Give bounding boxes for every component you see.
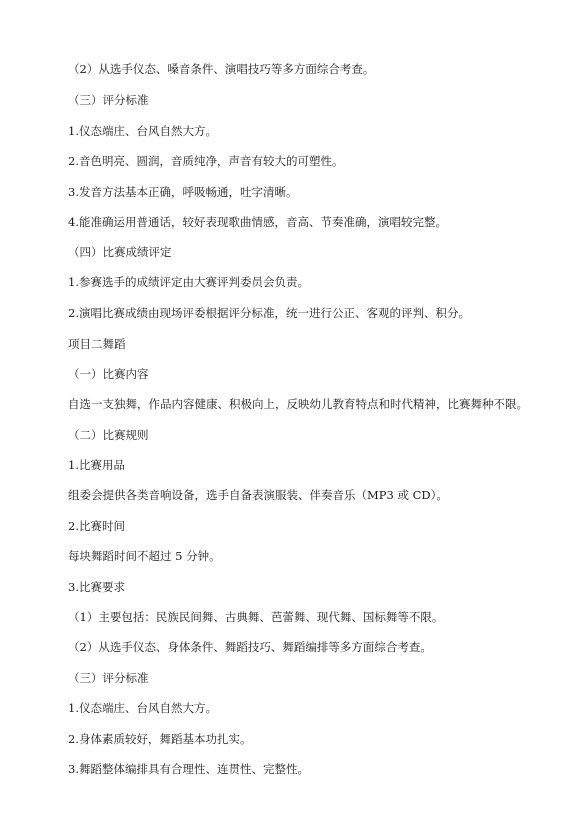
paragraph-line: 每块舞蹈时间不超过 5 分钟。 — [68, 549, 221, 563]
project-heading: 项目二舞蹈 — [68, 337, 126, 351]
subsection-heading: 2.比赛时间 — [68, 519, 125, 533]
paragraph-line: 2.身体素质较好，舞蹈基本功扎实。 — [68, 732, 252, 746]
paragraph-line: 3.发音方法基本正确，呼吸畅通，吐字清晰。 — [68, 185, 298, 199]
paragraph-line: 自选一支独舞，作品内容健康、积极向上，反映幼儿教育特点和时代精神，比赛舞种不限。 — [68, 397, 528, 411]
paragraph-line: 4.能准确运用普通话，较好表现歌曲情感，音高、节奏准确，演唱较完整。 — [68, 215, 447, 229]
section-heading: （一）比赛内容 — [68, 367, 149, 381]
paragraph-line: 2.音色明亮、圆润，音质纯净，声音有较大的可塑性。 — [68, 154, 344, 168]
paragraph-line: （2）从选手仪态、嗓音条件、演唱技巧等多方面综合考查。 — [68, 62, 375, 76]
subsection-heading: 1.比赛用品 — [68, 458, 125, 472]
paragraph-line: 组委会提供各类音响设备，选手自备表演服装、伴奏音乐（MP3 或 CD）。 — [68, 488, 448, 502]
paragraph-line: （2）从选手仪态、身体条件、舞蹈技巧、舞蹈编排等多方面综合考查。 — [68, 640, 432, 654]
subsection-heading: 3.比赛要求 — [68, 580, 125, 594]
section-heading: （三）评分标准 — [68, 93, 149, 107]
paragraph-line: 1.参赛选手的成绩评定由大赛评判委员会负责。 — [68, 275, 309, 289]
paragraph-line: 3.舞蹈整体编排具有合理性、连贯性、完整性。 — [68, 762, 309, 776]
section-heading: （三）评分标准 — [68, 671, 149, 685]
paragraph-line: 1.仪态端庄、台风自然大方。 — [68, 124, 217, 138]
paragraph-line: 2.演唱比赛成绩由现场评委根据评分标准，统一进行公正、客观的评判、积分。 — [68, 306, 470, 320]
paragraph-line: （1）主要包括：民族民间舞、古典舞、芭蕾舞、现代舞、国标舞等不限。 — [68, 610, 444, 624]
section-heading: （四）比赛成绩评定 — [68, 245, 172, 259]
section-heading: （二）比赛规则 — [68, 428, 149, 442]
paragraph-line: 1.仪态端庄、台风自然大方。 — [68, 701, 217, 715]
